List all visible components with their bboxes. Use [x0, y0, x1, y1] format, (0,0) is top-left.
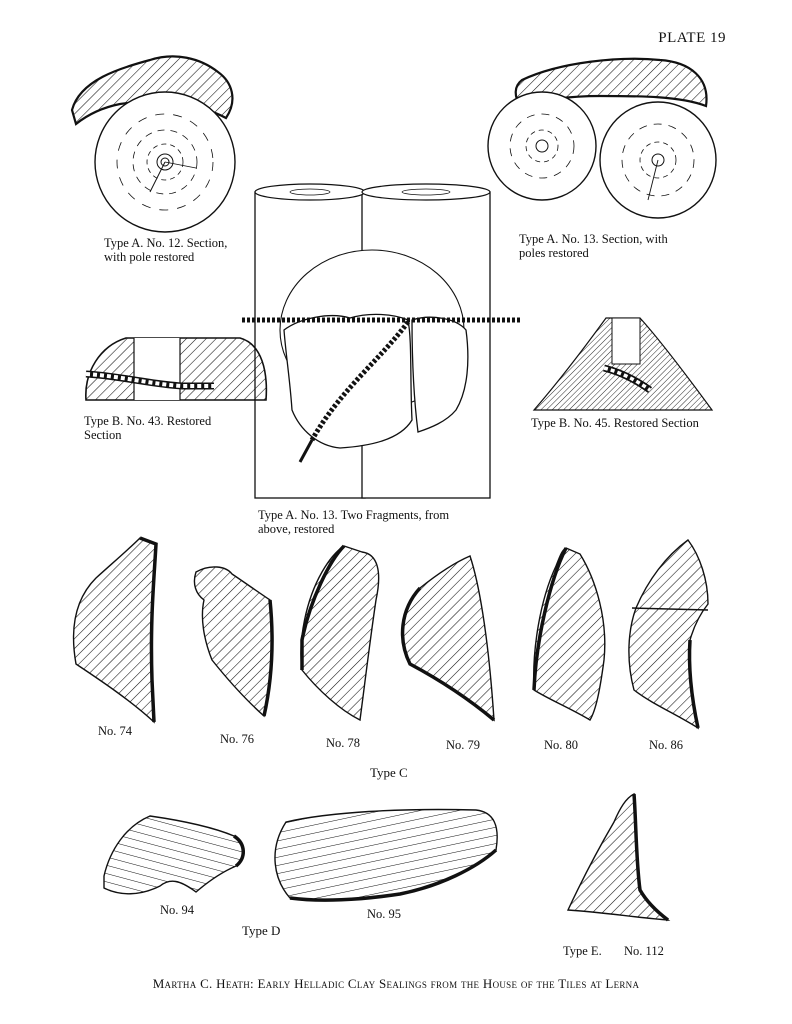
type-c-title: Type C: [370, 765, 408, 780]
figure-no112: [568, 794, 668, 920]
figure-no80: [534, 548, 605, 720]
figure-a13-fragments: [242, 184, 520, 498]
figure-no78: [301, 546, 379, 720]
caption-a13-section-line1: Type A. No. 13. Section, with: [519, 232, 668, 246]
label-no78: No. 78: [326, 736, 361, 750]
caption-a13-fragments-line2: above, restored: [258, 522, 335, 536]
plate-footer: Martha C. Heath: Early Helladic Clay Sealings from the House of the Tiles at Lerna: [152, 976, 640, 991]
footer-title: Early Helladic Clay Sealings from the House of the Tiles at Lerna: [257, 976, 640, 991]
caption-b43-line2: Section: [84, 428, 122, 442]
label-no95: No. 95: [367, 907, 402, 921]
figure-a12-section: [72, 56, 235, 232]
label-no80: No. 80: [544, 738, 579, 752]
footer-author: Martha C. Heath: [152, 976, 251, 991]
figure-no94: [104, 816, 243, 894]
figure-no95: [275, 810, 497, 901]
label-no74: No. 74: [98, 724, 133, 738]
figure-b45-section: [534, 318, 712, 410]
figure-no76: [194, 567, 272, 716]
figure-no79: [403, 556, 494, 720]
caption-a12-line2: with pole restored: [104, 250, 195, 264]
type-e-title: Type E.: [563, 944, 602, 958]
caption-a12-line1: Type A. No. 12. Section,: [104, 236, 228, 250]
caption-b43-line1: Type B. No. 43. Restored: [84, 414, 212, 428]
caption-a13-section-line2: poles restored: [519, 246, 589, 260]
label-no76: No. 76: [220, 732, 255, 746]
figure-a13-section: [488, 59, 716, 218]
label-no94: No. 94: [160, 903, 195, 917]
figure-no74: [73, 538, 156, 722]
plate-number: PLATE 19: [658, 30, 726, 46]
label-no79: No. 79: [446, 738, 481, 752]
caption-a13-fragments-line1: Type A. No. 13. Two Fragments, from: [258, 508, 450, 522]
caption-b45: Type B. No. 45. Restored Section: [531, 416, 699, 430]
figure-b43-section: [86, 338, 267, 400]
label-no112: No. 112: [624, 944, 664, 958]
type-d-title: Type D: [242, 923, 281, 938]
label-no86: No. 86: [649, 738, 684, 752]
figure-no86: [629, 540, 708, 728]
